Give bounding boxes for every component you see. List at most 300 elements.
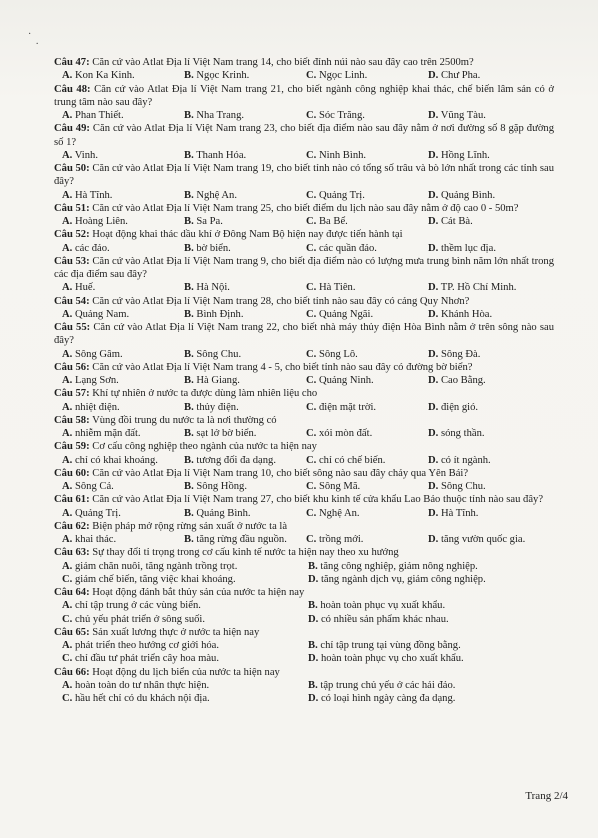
option-text: Phan Thiết. — [74, 110, 124, 121]
option-text: Sóc Trăng. — [318, 110, 365, 121]
answer-options — [54, 639, 554, 666]
option-text: hoàn toàn phục vụ cho xuất khẩu. — [320, 653, 464, 665]
question-number: Câu 58: — [54, 414, 90, 426]
option-letter: A. — [62, 70, 73, 82]
option-letter: A. — [62, 600, 73, 612]
question-stem — [54, 520, 554, 533]
answer-option — [62, 242, 184, 255]
answer-option — [306, 507, 428, 520]
option-letter: C. — [306, 149, 317, 161]
question-text: Căn cứ vào Atlat Địa lí Việt Nam trang 21, cho biết ngành công nghiệp khai thác, chế biến lâm sản có ở trung tâm nào sau đây? — [54, 83, 554, 108]
answer-option — [428, 69, 554, 82]
question-block — [54, 122, 554, 162]
option-text: nhiễm mặn đất. — [74, 428, 141, 439]
question-text: Căn cứ vào Atlat Địa lí Việt Nam trang 23, cho biết địa điểm nào sau đây nằm ở nơi đường số 8 gặp đường số 1? — [54, 123, 555, 148]
option-letter: A. — [62, 189, 73, 201]
answer-options — [54, 374, 554, 387]
question-text: Hoạt động đánh bắt thủy sản của nước ta hiện nay — [92, 587, 305, 598]
option-letter: C. — [306, 428, 317, 439]
option-text: các quần đảo. — [318, 242, 377, 254]
option-text: Quảng Ngãi. — [318, 308, 374, 320]
option-letter: B. — [184, 534, 194, 545]
option-text: hầu hết chỉ có du khách nội địa. — [74, 693, 210, 704]
question-text: Vùng đồi trung du nước ta là nơi thường có — [92, 414, 277, 426]
question-block — [54, 228, 554, 255]
answer-option — [308, 679, 554, 692]
question-stem — [54, 321, 554, 348]
question-text: Căn cứ vào Atlat Địa lí Việt Nam trang 22, cho biết nhà máy thủy điện Hòa Bình nằm ở trên sông nào sau đây? — [54, 322, 555, 347]
option-letter: D. — [428, 189, 439, 201]
option-letter: B. — [184, 375, 194, 386]
option-letter: C. — [306, 216, 317, 227]
option-letter: A. — [62, 679, 73, 691]
option-letter: D. — [428, 375, 439, 386]
option-text: chủ yếu phát triển ở sông suối. — [74, 613, 206, 625]
option-text: Sông Hồng. — [196, 481, 247, 492]
option-text: xói mòn đất. — [318, 428, 373, 439]
question-number: Câu 50: — [54, 163, 90, 174]
question-block — [54, 202, 554, 229]
option-text: tăng rừng đầu nguồn. — [196, 534, 287, 545]
answer-option — [62, 374, 184, 387]
option-letter: A. — [62, 507, 73, 519]
option-text: Lạng Sơn. — [74, 375, 119, 386]
option-letter: D. — [308, 613, 319, 625]
option-letter: B. — [308, 640, 318, 651]
option-text: Cát Bà. — [440, 216, 473, 227]
answer-option — [62, 427, 184, 440]
option-letter: B. — [184, 507, 194, 519]
option-letter: C. — [306, 348, 317, 360]
option-letter: B. — [184, 242, 194, 254]
answer-option — [62, 613, 308, 626]
answer-option — [62, 348, 184, 361]
answer-option — [308, 652, 554, 665]
option-text: Nghệ An. — [196, 189, 237, 201]
option-letter: D. — [308, 653, 319, 665]
question-text: Căn cứ vào Atlat Địa lí Việt Nam trang 4 - 5, cho biết tỉnh nào sau đây có đường bờ biển? — [92, 361, 473, 373]
answer-option — [184, 308, 306, 321]
question-stem — [54, 440, 554, 453]
option-text: nhiệt điện. — [74, 401, 120, 413]
question-block — [54, 666, 554, 706]
question-stem — [54, 626, 554, 639]
option-text: Thanh Hóa. — [196, 149, 247, 161]
option-text: Vũng Tàu. — [440, 110, 486, 121]
answer-option — [306, 533, 428, 546]
option-letter: D. — [428, 308, 439, 320]
option-text: Khánh Hòa. — [440, 308, 493, 320]
answer-option — [428, 348, 554, 361]
option-letter: C. — [306, 481, 317, 492]
question-number: Câu 66: — [54, 666, 90, 678]
question-stem — [54, 666, 554, 679]
question-stem — [54, 255, 554, 282]
question-stem — [54, 361, 554, 374]
answer-option — [62, 308, 184, 321]
option-letter: C. — [306, 110, 317, 121]
option-text: Quảng Bình. — [440, 189, 496, 201]
answer-option — [62, 281, 184, 294]
question-block — [54, 162, 554, 202]
question-stem — [54, 586, 554, 599]
question-block — [54, 83, 554, 123]
option-letter: D. — [428, 282, 439, 294]
option-letter: A. — [62, 348, 73, 360]
question-block — [54, 321, 554, 361]
question-text: Căn cứ vào Atlat Địa lí Việt Nam trang 10, cho biết sông nào sau đây chảy qua Yên Bái? — [92, 467, 469, 479]
option-letter: C. — [306, 70, 317, 82]
option-letter: D. — [428, 401, 439, 413]
question-text: Căn cứ vào Atlat Địa lí Việt Nam trang 28, cho biết tỉnh nào sau đây có cảng Quy Nhơn? — [92, 295, 470, 307]
option-letter: B. — [184, 282, 194, 294]
answer-option — [306, 69, 428, 82]
option-letter: D. — [428, 348, 439, 360]
answer-option — [184, 149, 306, 162]
answer-options — [54, 308, 554, 321]
question-number: Câu 48: — [54, 83, 91, 95]
option-text: Sông Đà. — [440, 348, 481, 360]
answer-option — [306, 308, 428, 321]
question-text: Căn cứ vào Atlat Địa lí Việt Nam trang 14, cho biết đỉnh núi nào sau đây cao trên 2500m? — [92, 57, 474, 68]
answer-option — [184, 215, 306, 228]
option-letter: B. — [184, 149, 194, 161]
answer-option — [306, 348, 428, 361]
answer-option — [428, 149, 554, 162]
question-text: Cơ cấu công nghiệp theo ngành của nước ta hiện nay — [92, 441, 317, 453]
answer-option — [184, 348, 306, 361]
answer-options — [54, 599, 554, 626]
answer-options — [54, 480, 554, 493]
answer-option — [62, 507, 184, 520]
option-letter: B. — [308, 600, 318, 612]
question-stem — [54, 122, 554, 149]
option-letter: A. — [62, 454, 73, 466]
answer-options — [54, 560, 554, 587]
question-number: Câu 54: — [54, 295, 90, 307]
option-text: sóng thần. — [440, 428, 485, 439]
question-number: Câu 64: — [54, 587, 90, 598]
answer-options — [54, 507, 554, 520]
option-letter: C. — [306, 534, 317, 545]
answer-options — [54, 348, 554, 361]
option-text: chỉ đầu tư phát triển cây hoa màu. — [74, 653, 219, 665]
option-text: Kon Ka Kinh. — [74, 70, 135, 82]
option-text: Quảng Nam. — [74, 308, 130, 320]
option-text: Hà Giang. — [196, 375, 240, 386]
question-text: Khí tự nhiên ở nước ta được dùng làm nhiên liệu cho — [92, 388, 318, 400]
option-letter: D. — [428, 70, 439, 82]
answer-option — [428, 454, 554, 467]
answer-option — [184, 109, 306, 122]
option-letter: B. — [184, 308, 194, 320]
question-block — [54, 493, 554, 520]
question-number: Câu 61: — [54, 494, 90, 506]
answer-options — [54, 69, 554, 82]
answer-option — [62, 215, 184, 228]
option-text: Ninh Bình. — [318, 149, 367, 161]
question-number: Câu 53: — [54, 255, 90, 267]
answer-option — [184, 533, 306, 546]
question-stem — [54, 546, 554, 559]
option-letter: D. — [428, 534, 439, 545]
answer-option — [308, 692, 554, 705]
answer-option — [428, 533, 554, 546]
question-number: Câu 51: — [54, 202, 90, 214]
option-text: Quảng Ninh. — [318, 375, 374, 386]
option-text: tăng công nghiệp, giảm nông nghiệp. — [320, 560, 478, 572]
answer-option — [184, 507, 306, 520]
question-number: Câu 62: — [54, 520, 90, 532]
answer-option — [62, 533, 184, 546]
option-letter: C. — [306, 375, 317, 386]
question-number: Câu 52: — [54, 229, 90, 241]
question-stem — [54, 202, 554, 215]
option-text: Cao Bằng. — [440, 375, 486, 386]
question-block — [54, 626, 554, 666]
question-number: Câu 59: — [54, 441, 90, 453]
question-number: Câu 60: — [54, 467, 90, 479]
option-text: Sông Chu. — [440, 481, 486, 492]
question-list — [54, 56, 554, 705]
answer-options — [54, 215, 554, 228]
option-letter: D. — [428, 454, 439, 466]
option-letter: B. — [308, 560, 318, 572]
option-text: có loại hình ngày càng đa dạng. — [320, 693, 456, 704]
option-letter: D. — [428, 242, 439, 254]
question-text: Căn cứ vào Atlat Địa lí Việt Nam trang 25, cho biết điểm du lịch nào sau đây nằm ở độ cao 0 - 50m? — [92, 202, 519, 214]
option-text: Nha Trang. — [196, 110, 245, 121]
option-letter: A. — [62, 481, 73, 492]
question-block — [54, 520, 554, 547]
answer-option — [62, 149, 184, 162]
question-number: Câu 56: — [54, 361, 90, 373]
question-number: Câu 47: — [54, 57, 90, 68]
option-text: điện gió. — [440, 401, 479, 413]
answer-option — [428, 242, 554, 255]
answer-options — [54, 189, 554, 202]
option-letter: D. — [308, 693, 319, 704]
option-text: Chư Pha. — [440, 70, 481, 82]
option-text: Nghệ An. — [318, 507, 360, 519]
option-letter: A. — [62, 534, 73, 545]
option-text: chỉ có khai khoáng. — [74, 454, 158, 466]
option-letter: D. — [428, 216, 439, 227]
question-number: Câu 49: — [54, 123, 90, 135]
question-text: Biện pháp mở rộng rừng sản xuất ở nước ta là — [92, 520, 288, 532]
answer-option — [428, 427, 554, 440]
answer-option — [306, 401, 428, 414]
question-block — [54, 361, 554, 388]
option-text: Sa Pa. — [196, 216, 223, 227]
option-text: hoàn toàn phục vụ xuất khẩu. — [320, 600, 446, 612]
option-letter: C. — [62, 573, 73, 585]
answer-option — [306, 109, 428, 122]
option-text: phát triển theo hướng cơ giới hóa. — [74, 640, 220, 651]
option-letter: B. — [184, 401, 194, 413]
option-letter: B. — [184, 110, 194, 121]
answer-option — [308, 573, 554, 586]
answer-options — [54, 281, 554, 294]
question-stem — [54, 295, 554, 308]
answer-option — [306, 242, 428, 255]
option-text: tập trung chủ yếu ở các hải đảo. — [320, 679, 456, 691]
answer-option — [428, 215, 554, 228]
option-text: Hà Nội. — [196, 282, 230, 294]
option-letter: C. — [62, 693, 73, 704]
answer-option — [62, 69, 184, 82]
option-text: Ba Bể. — [318, 216, 348, 227]
question-block — [54, 255, 554, 295]
option-letter: B. — [184, 70, 194, 82]
option-text: bờ biển. — [196, 242, 231, 254]
answer-option — [62, 109, 184, 122]
option-text: Ngọc Krinh. — [196, 70, 250, 82]
answer-option — [184, 374, 306, 387]
question-stem — [54, 56, 554, 69]
answer-option — [62, 692, 308, 705]
answer-option — [62, 189, 184, 202]
option-text: chỉ tập trung ở các vùng biển. — [74, 600, 201, 612]
option-text: giảm chế biến, tăng việc khai khoáng. — [74, 573, 236, 585]
option-text: tương đối đa dạng. — [196, 454, 276, 466]
option-letter: C. — [306, 242, 317, 254]
answer-options — [54, 242, 554, 255]
answer-option — [184, 189, 306, 202]
answer-option — [62, 639, 308, 652]
answer-options — [54, 679, 554, 706]
answer-option — [306, 454, 428, 467]
option-letter: B. — [308, 679, 318, 691]
option-letter: C. — [62, 613, 73, 625]
answer-option — [428, 308, 554, 321]
question-block — [54, 414, 554, 441]
option-letter: B. — [184, 454, 194, 466]
question-text: Căn cứ vào Atlat Địa lí Việt Nam trang 9, cho biết địa điểm nào có lượng mưa trung bình năm lớn nhất trong các địa điểm sau đây? — [54, 255, 555, 280]
option-text: tăng ngành dịch vụ, giảm công nghiệp. — [320, 573, 486, 585]
option-text: Quảng Bình. — [196, 507, 251, 519]
option-letter: C. — [306, 282, 317, 294]
question-block — [54, 387, 554, 414]
answer-option — [308, 560, 554, 573]
option-text: Sông Lô. — [318, 348, 358, 360]
answer-option — [184, 69, 306, 82]
option-letter: A. — [62, 282, 73, 294]
question-block — [54, 56, 554, 83]
question-stem — [54, 493, 554, 506]
option-text: thủy điện. — [196, 401, 239, 413]
answer-options — [54, 454, 554, 467]
option-letter: D. — [428, 428, 439, 439]
option-text: có ít ngành. — [440, 454, 491, 466]
question-stem — [54, 414, 554, 427]
question-block — [54, 586, 554, 626]
option-letter: A. — [62, 428, 73, 439]
question-block — [54, 467, 554, 494]
option-text: Ngọc Linh. — [318, 70, 368, 82]
option-letter: D. — [428, 481, 439, 492]
answer-option — [184, 242, 306, 255]
answer-option — [306, 427, 428, 440]
answer-option — [184, 480, 306, 493]
question-text: Hoạt động du lịch biển của nước ta hiện nay — [92, 666, 280, 678]
question-text: Sự thay đổi tỉ trọng trong cơ cấu kinh tế nước ta hiện nay theo xu hướng — [92, 547, 399, 559]
question-text: Hoạt động khai thác dầu khí ở Đông Nam Bộ hiện nay được tiến hành tại — [92, 229, 403, 241]
answer-option — [428, 374, 554, 387]
answer-option — [184, 427, 306, 440]
answer-option — [428, 109, 554, 122]
answer-options — [54, 401, 554, 414]
question-stem — [54, 228, 554, 241]
answer-option — [306, 189, 428, 202]
answer-option — [306, 480, 428, 493]
answer-option — [306, 374, 428, 387]
option-text: Sông Gâm. — [74, 348, 123, 360]
option-letter: A. — [62, 401, 73, 413]
question-number: Câu 65: — [54, 626, 90, 638]
option-text: Hồng Lĩnh. — [440, 149, 490, 161]
question-text: Căn cứ vào Atlat Địa lí Việt Nam trang 19, cho biết tỉnh nào có tổng số trâu và bò lớn nhất trong các tỉnh sau đây? — [54, 163, 555, 188]
option-letter: B. — [184, 216, 194, 227]
option-letter: D. — [428, 149, 439, 161]
answer-option — [308, 639, 554, 652]
answer-option — [184, 454, 306, 467]
answer-options — [54, 427, 554, 440]
option-text: điện mặt trời. — [318, 401, 377, 413]
option-text: hoàn toàn do tư nhân thực hiện. — [74, 679, 210, 691]
option-text: Sông Mã. — [318, 481, 361, 492]
option-letter: B. — [184, 348, 194, 360]
answer-option — [428, 281, 554, 294]
answer-option — [308, 599, 554, 612]
page-number: Trang 2/4 — [525, 790, 568, 802]
option-letter: C. — [306, 308, 317, 320]
question-stem — [54, 83, 554, 110]
question-text: Sản xuất lương thực ở nước ta hiện nay — [92, 626, 260, 638]
answer-option — [306, 215, 428, 228]
question-stem — [54, 467, 554, 480]
option-letter: C. — [306, 507, 317, 519]
question-stem — [54, 162, 554, 189]
option-letter: B. — [184, 189, 194, 201]
option-text: Hà Tiên. — [318, 282, 356, 294]
answer-option — [428, 480, 554, 493]
option-letter: D. — [308, 573, 319, 585]
option-text: Sông Chu. — [196, 348, 242, 360]
option-text: Sông Cả. — [74, 481, 114, 492]
option-text: thềm lục địa. — [440, 242, 496, 254]
option-text: tăng vườn quốc gia. — [440, 534, 526, 545]
option-text: chỉ tập trung tại vùng đồng bằng. — [320, 640, 461, 651]
answer-option — [306, 281, 428, 294]
option-letter: A. — [62, 308, 73, 320]
answer-option — [62, 480, 184, 493]
answer-options — [54, 149, 554, 162]
answer-option — [62, 652, 308, 665]
option-letter: A. — [62, 149, 73, 161]
question-block — [54, 295, 554, 322]
option-text: TP. Hồ Chí Minh. — [440, 282, 517, 294]
option-text: có nhiều sản phẩm khác nhau. — [320, 613, 449, 625]
option-letter: A. — [62, 375, 73, 386]
option-letter: C. — [306, 454, 317, 466]
answer-option — [62, 599, 308, 612]
answer-option — [62, 454, 184, 467]
question-stem — [54, 387, 554, 400]
option-text: Hà Tĩnh. — [74, 189, 113, 201]
option-text: Vinh. — [74, 149, 98, 161]
answer-option — [62, 401, 184, 414]
